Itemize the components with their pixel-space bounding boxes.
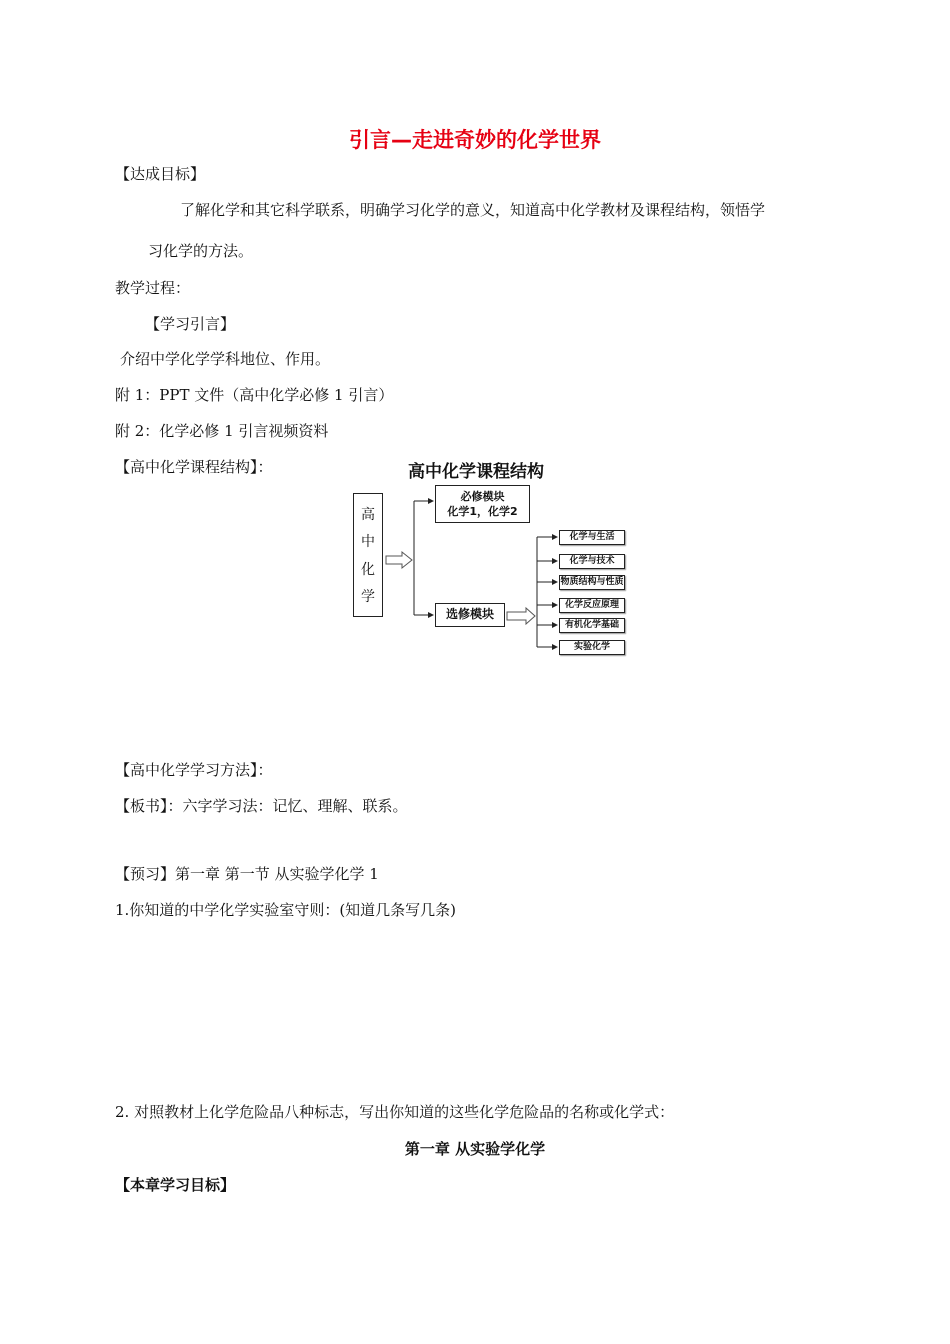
vbox-char: 化 <box>361 561 375 578</box>
goal-heading: 【达成目标】 <box>115 165 206 183</box>
elective-item: 实验化学 <box>559 640 625 655</box>
elective-arrow <box>507 608 535 624</box>
required-module-courses: 化学1，化学2 <box>447 505 518 518</box>
elective-module-box: 选修模块 <box>435 603 505 627</box>
vbox-char: 中 <box>361 534 375 551</box>
goal-text-line2: 习化学的方法。 <box>148 242 254 260</box>
elective-item: 化学反应原理 <box>559 598 625 613</box>
study-intro-heading: 【学习引言】 <box>145 315 236 333</box>
page-title: 引言—走进奇妙的化学世界 <box>349 128 601 152</box>
method-heading: 【高中化学学习方法】： <box>115 761 273 779</box>
goal-text-line1: 了解化学和其它科学联系，明确学习化学的意义，知道高中化学教材及课程结构，领悟学 <box>180 201 766 219</box>
board-text: 【板书】：六字学习法：记忆、理解、联系。 <box>115 797 408 815</box>
intro-text: 介绍中学化学学科地位、作用。 <box>120 350 331 368</box>
question-1: 1.你知道的中学化学实验室守则：(知道几条写几条) <box>115 901 457 919</box>
diagram-title: 高中化学课程结构 <box>408 462 544 482</box>
elective-item: 化学与技术 <box>559 554 625 569</box>
elective-item: 有机化学基础 <box>559 618 625 633</box>
course-structure-diagram <box>340 455 640 665</box>
question-2: 2. 对照教材上化学危险品八种标志，写出你知道的这些化学危险品的名称或化学式： <box>115 1103 675 1121</box>
chapter-goal-heading: 【本章学习目标】 <box>115 1176 236 1194</box>
high-school-chemistry-box <box>353 493 383 617</box>
process-label: 教学过程： <box>115 279 191 297</box>
required-module-label: 必修模块 <box>460 490 505 503</box>
structure-heading: 【高中化学课程结构】： <box>115 458 273 476</box>
vbox-char: 高 <box>361 506 375 523</box>
preview-heading: 【预习】第一章 第一节 从实验学化学 1 <box>115 865 379 883</box>
chapter-title: 第一章 从实验学化学 <box>404 1140 546 1158</box>
attachment-1: 附 1：PPT 文件（高中化学必修 1 引言） <box>115 386 394 404</box>
elective-item: 物质结构与性质 <box>559 575 625 590</box>
required-module-box <box>435 485 530 523</box>
attachment-2: 附 2：化学必修 1 引言视频资料 <box>115 422 329 440</box>
main-arrow <box>386 552 412 568</box>
vbox-char: 学 <box>361 589 375 606</box>
elective-item: 化学与生活 <box>559 530 625 545</box>
